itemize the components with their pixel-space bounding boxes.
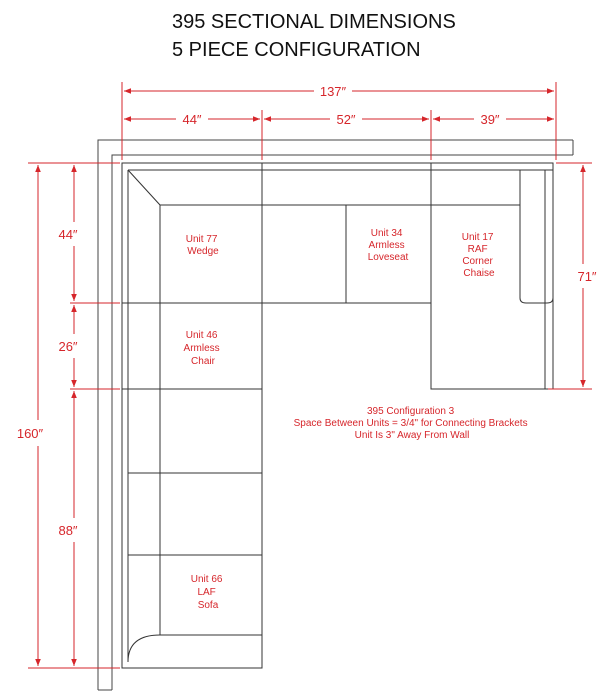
dim-label-overall-depth: 160″ (16, 426, 44, 441)
unit-sofa-line-2: LAF (197, 587, 216, 598)
sofa-arm-curve (128, 635, 160, 662)
unit-label-wedge (186, 234, 220, 257)
unit-chair-line-1: Unit 46 (185, 330, 218, 341)
wall-outer (98, 140, 573, 690)
note-spacing: Space Between Units = 3/4" for Connecting Brackets (293, 418, 528, 429)
unit-wedge-line-1: Unit 77 (185, 234, 218, 245)
unit-sofa-line-1: Unit 66 (190, 574, 223, 585)
unit-chaise-line-2: RAF (467, 244, 488, 255)
unit-chaise-line-1: Unit 17 (461, 232, 494, 243)
unit-chair-line-3: Chair (191, 356, 215, 367)
walls (98, 140, 573, 690)
unit-label-chair (184, 330, 223, 367)
unit-chaise-line-3: Corner (462, 256, 493, 267)
chaise-arm (520, 170, 553, 303)
dim-label-chaise-length: 71″ (577, 269, 597, 284)
unit-loveseat-line-1: Unit 34 (370, 228, 403, 239)
dim-label-wedge-width: 44″ (182, 112, 202, 127)
dim-label-overall-width: 137″ (319, 84, 347, 99)
wedge-diagonal (128, 170, 160, 205)
dim-label-chaise-width: 39″ (480, 112, 500, 127)
dim-label-wedge-depth: 44″ (58, 227, 78, 242)
note-wall-distance: Unit Is 3" Away From Wall (354, 430, 470, 441)
configuration-notes (294, 406, 531, 441)
note-configuration: 395 Configuration 3 (366, 406, 455, 417)
unit-label-chaise (462, 232, 496, 279)
diagram-title-line-1: 395 SECTIONAL DIMENSIONS (172, 11, 456, 33)
unit-loveseat-line-2: Armless (368, 240, 405, 251)
diagram-title-line-2: 5 PIECE CONFIGURATION (172, 39, 421, 61)
unit-label-sofa (191, 574, 225, 611)
dim-label-chair-depth: 26″ (58, 339, 78, 354)
unit-chair-line-2: Armless (183, 343, 220, 354)
unit-wedge-line-2: Wedge (187, 246, 219, 257)
unit-sofa-line-3: Sofa (197, 600, 219, 611)
unit-chaise-line-4: Chaise (463, 268, 495, 279)
dim-label-sofa-depth: 88″ (58, 523, 78, 538)
unit-label-loveseat (368, 228, 409, 263)
dim-label-loveseat-width: 52″ (336, 112, 356, 127)
unit-loveseat-line-3: Loveseat (367, 252, 409, 263)
